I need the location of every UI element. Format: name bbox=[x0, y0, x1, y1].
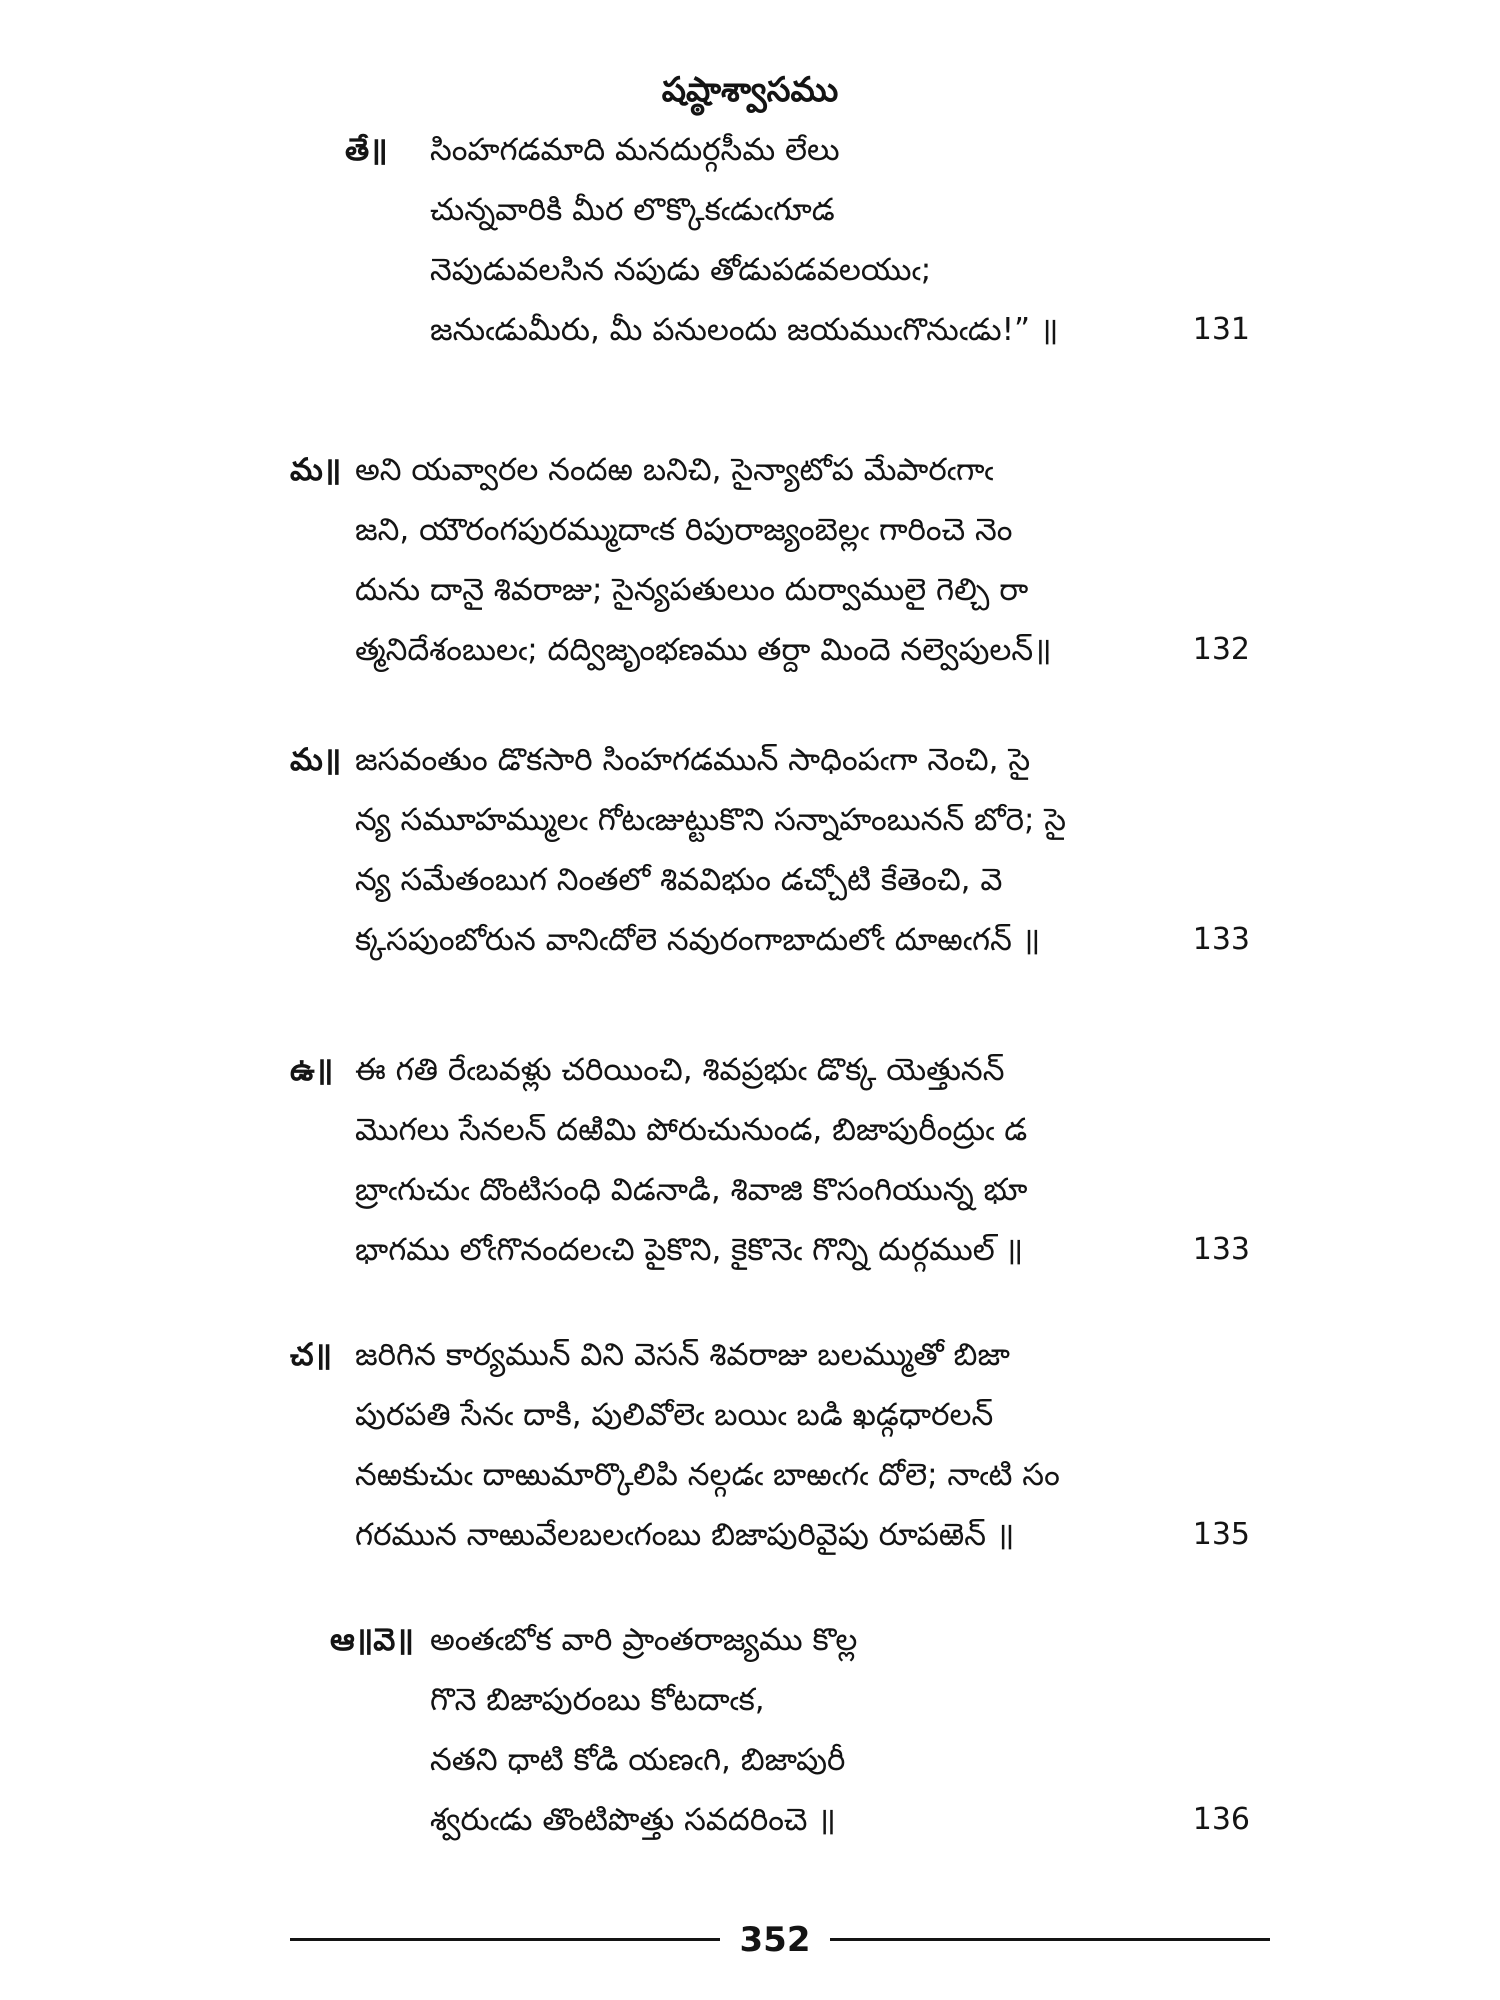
verse-line: శ్వరుఁడు తొంటిపొత్తు సవదరించె ॥ bbox=[430, 1802, 836, 1838]
verse-line: సింహగడమాది మనదుర్గసీమ లేలు bbox=[430, 132, 840, 168]
verse-line: గరమున నాఱువేలబలఁగంబు బిజాపురివైపు రూపఱెన్ ॥ bbox=[355, 1517, 1015, 1553]
verse-line: న్య సమేతంబుగ నింతలో శివవిభుం డచ్చోటి కేతెంచి, వె bbox=[355, 862, 1003, 898]
verse-line: అంతఁబోక వారి ప్రాంతరాజ్యము కొల్ల bbox=[430, 1622, 858, 1658]
verse-meter: ఆ॥వె॥ bbox=[330, 1622, 414, 1658]
page-title: షష్ఠాశ్వాసము bbox=[661, 70, 839, 110]
verse-line: అని యవ్వారల నందఱ బనిచి, సైన్యాటోప మేపారఁగాఁ bbox=[355, 452, 994, 488]
verse-meter: తే॥ bbox=[345, 132, 388, 168]
verse-number: 133 bbox=[1192, 1232, 1250, 1267]
verse-meter: మ॥ bbox=[290, 452, 342, 488]
verse-line: జనుఁడుమీరు, మీ పనులందు జయముఁగొనుఁడు!” ॥ bbox=[430, 312, 1059, 348]
verse-line: గొనె బిజాపురంబు కోటదాఁక, bbox=[430, 1682, 765, 1718]
verse-line: త్మనిదేశంబులఁ; దద్విజృంభణము తర్దా మిందె నల్వెపులన్॥ bbox=[355, 632, 1052, 668]
verse-line: నతని ధాటి కోడి యణఁగి, బిజాపురీ bbox=[430, 1742, 846, 1778]
verse-line: నఱకుచుఁ దాఱుమార్కొలిపి నల్గడఁ బాఱఁగఁ దోలె; నాఁటి సం bbox=[355, 1457, 1060, 1493]
verse-line: భాగము లోఁగొనందలఁచి పైకొని, కైకొనెఁ గొన్ని దుర్గముల్ ॥ bbox=[355, 1232, 1024, 1268]
verse-line: జసవంతుం డొకసారి సింహగడమున్ సాధింపఁగా నెంచి, సై bbox=[355, 742, 1031, 778]
verse-line: నెపుడువలసిన నపుడు తోడుపడవలయుఁ; bbox=[430, 252, 932, 288]
verse-line: క్కసపుంబోరున వానిఁదోలె నవురంగాబాదులోఁ దూఱఁగన్ ॥ bbox=[355, 922, 1041, 958]
verse-line: ఈ గతి రేఁబవళ్లు చరియించి, శివప్రభుఁ డొక్క యెత్తునన్ bbox=[355, 1052, 1005, 1088]
page-number: 352 bbox=[739, 1920, 811, 1960]
verse-number: 133 bbox=[1192, 922, 1250, 957]
verse-meter: ఉ॥ bbox=[290, 1052, 334, 1088]
verse-line: పురపతి సేనఁ దాకి, పులివోలెఁ బయిఁ బడి ఖడ్గధారలన్ bbox=[355, 1397, 994, 1433]
verse-line: జని, యౌరంగపురమ్ముదాఁక రిపురాజ్యంబెల్లఁ గారించె నెం bbox=[355, 512, 1013, 548]
verse-line: జరిగిన కార్యమున్ విని వెసన్ శివరాజు బలమ్ముతో బిజా bbox=[355, 1337, 1010, 1373]
verse-number: 131 bbox=[1192, 312, 1250, 347]
verse-line: చున్నవారికి మీర లొక్కొకఁడుఁగూడ bbox=[430, 192, 835, 228]
verse-number: 136 bbox=[1192, 1802, 1250, 1837]
verse-meter: మ॥ bbox=[290, 742, 342, 778]
verse-line: బ్రాఁగుచుఁ దొంటిసంధి విడనాడి, శివాజి కొసంగియున్న భూ bbox=[355, 1172, 1028, 1208]
footer-rule-left bbox=[290, 1938, 720, 1941]
verse-line: దును దానై శివరాజు; సైన్యపతులుం దుర్వాములై గెల్చి రా bbox=[355, 572, 1029, 608]
verse-number: 132 bbox=[1192, 632, 1250, 667]
footer-rule-right bbox=[830, 1938, 1270, 1941]
verse-number: 135 bbox=[1192, 1517, 1250, 1552]
verse-line: మొగలు సేనలన్ దఱిమి పోరుచునుండ, బిజాపురీంద్రుఁ డ bbox=[355, 1112, 1028, 1148]
verse-meter: చ॥ bbox=[290, 1337, 333, 1373]
verse-line: న్య సమూహమ్ములఁ గోటఁజుట్టుకొని సన్నాహంబునన్ బోరె; సై bbox=[355, 802, 1067, 838]
